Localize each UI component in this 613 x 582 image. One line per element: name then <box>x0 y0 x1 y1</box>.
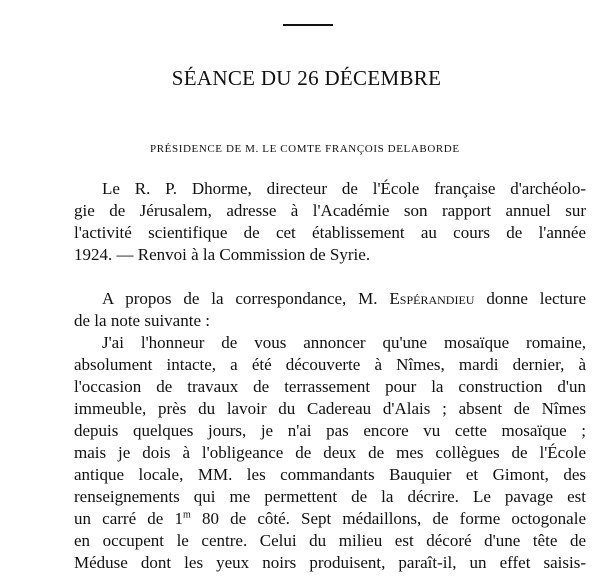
paragraph-2-line-1 <box>102 288 586 310</box>
paragraph-3-line-2: absolument intacte, a été découverte à Nîmes, mardi dernier, à <box>74 355 586 374</box>
paragraph-3-line-4: immeuble, près du lavoir du Cadereau d'Alais ; absent de Nîmes <box>74 399 586 418</box>
paragraph-3-line-9 <box>74 508 586 530</box>
dimension-superscript: m <box>183 509 191 521</box>
header-rule <box>283 24 333 26</box>
paragraph-1-line-4: 1924. — Renvoi à la Commission de Syrie. <box>74 245 371 264</box>
paragraph-3-line-6: mais je dois à l'obligeance de deux de mes collègues de l'École <box>74 443 586 462</box>
presidence-line: PRÉSIDENCE DE M. LE COMTE FRANÇOIS DELABORDE <box>150 143 460 155</box>
paragraph-3-line-5: depuis quelques jours, je n'ai pas encore vu cette mosaïque ; <box>74 421 586 440</box>
paragraph-2-before-name: A propos de la correspondance, M. <box>102 289 390 308</box>
paragraph-2-after-name: donne lecture <box>474 289 586 308</box>
paragraph-3-line-11: Méduse dont les yeux noirs produisent, paraît-il, un effet saisis- <box>74 553 586 572</box>
speaker-name: Espérandieu <box>389 289 475 308</box>
paragraph-3-line-3: l'occasion de travaux de terrassement pour la construction d'un <box>74 377 586 396</box>
paragraph-1-line-1: Le R. P. Dhorme, directeur de l'École française d'archéolo- <box>102 179 586 198</box>
paragraph-1-line-2: gie de Jérusalem, adresse à l'Académie son rapport annuel sur <box>74 201 586 220</box>
paragraph-3-line-8: renseignements qui me permettent de la décrire. Le pavage est <box>74 487 586 506</box>
paragraph-3-line-7: antique locale, MM. les commandants Bauquier et Gimont, des <box>74 465 586 484</box>
dimension-after: 80 de côté. Sept médaillons, de forme octogonale <box>190 509 586 528</box>
paragraph-3-line-1: J'ai l'honneur de vous annoncer qu'une mosaïque romaine, <box>102 333 586 352</box>
dimension-before: un carré de 1 <box>74 509 183 528</box>
paragraph-1-line-3: l'activité scientifique de cet établissement au cours de l'année <box>74 223 586 242</box>
page-title: SÉANCE DU 26 DÉCEMBRE <box>171 66 442 90</box>
paragraph-3-line-10: en occupent le centre. Celui du milieu est décoré d'une tête de <box>74 531 586 550</box>
paragraph-2-line-2: de la note suivante : <box>74 311 210 330</box>
